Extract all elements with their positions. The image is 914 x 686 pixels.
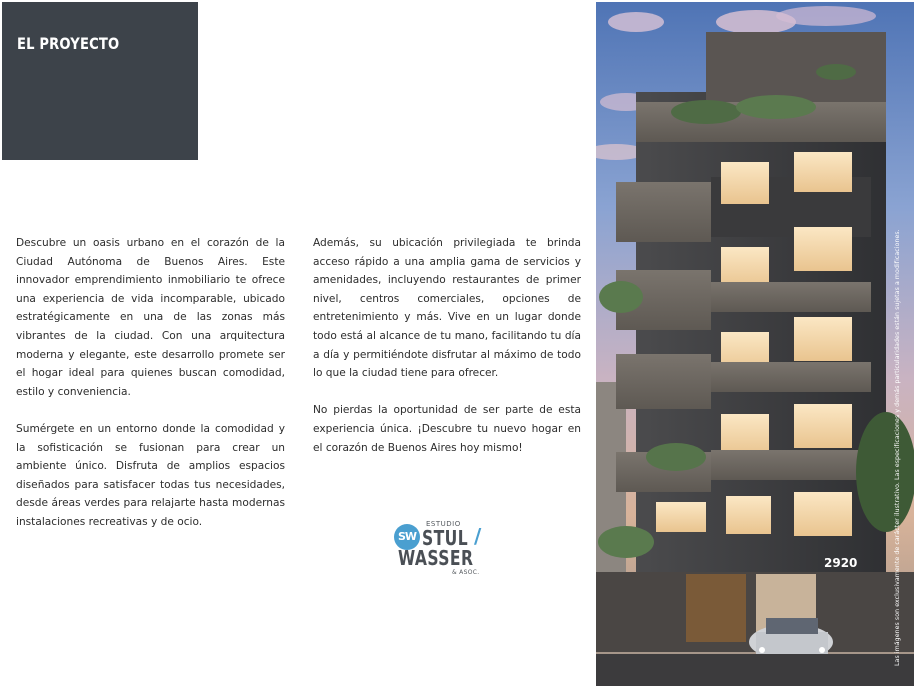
- logo-name-line1: STUL: [422, 526, 469, 550]
- paragraph: No pierdas la oportunidad de ser parte de esta experiencia única. ¡Descubre tu nuevo hogar en el corazón de Buenos Aires hoy mismo!: [313, 404, 581, 454]
- studio-logo: [392, 520, 488, 580]
- logo-suffix: & ASOC.: [452, 569, 480, 576]
- section-header-box: [2, 2, 198, 160]
- building-render-image: [596, 2, 914, 686]
- logo-slash: /: [474, 524, 482, 548]
- paragraph: Además, su ubicación privilegiada te brinda acceso rápido a una amplia gama de servicios y amenidades, incluyendo restaurantes de primer nivel, centros comerciales, opciones de entretenimiento y más. Vive en un lugar donde todo está al alcance de tu mano, facilitando tu día a día y permitiéndote disfrutar al máximo de todo lo que la ciudad tiene para ofrecer.: [313, 237, 581, 380]
- logo-mark-icon: SW: [394, 524, 420, 550]
- building-illustration: [596, 2, 914, 686]
- street-number-sign: 2920: [824, 556, 858, 570]
- section-title: EL PROYECTO: [17, 34, 120, 53]
- logo-estudio-label: ESTUDIO: [426, 520, 461, 528]
- text-column-left: [16, 234, 285, 550]
- image-disclaimer: Las imágenes son exclusivamente de carácter ilustrativo. Las especificaciones y demás particularidades están sujetas a modificaciones.: [894, 229, 901, 666]
- logo-name-line2: WASSER: [398, 546, 474, 570]
- text-column-middle: [313, 234, 581, 476]
- paragraph: Descubre un oasis urbano en el corazón de la Ciudad Autónoma de Buenos Aires. Este innovador emprendimiento inmobiliario te ofrece una experiencia de vida incomparable, ubicado estratégicamente en una de las zonas más vibrantes de la ciudad. Con una arquitectura moderna y elegante, este desarrollo promete ser el hogar ideal para quienes buscan comodidad, estilo y conveniencia.: [16, 237, 285, 398]
- paragraph: Sumérgete en un entorno donde la comodidad y la sofisticación se fusionan para crear un ambiente único. Disfruta de amplios espacios diseñados para satisfacer todas tus necesidades, desde áreas verdes para relajarte hasta modernas instalaciones recreativas y de ocio.: [16, 422, 285, 528]
